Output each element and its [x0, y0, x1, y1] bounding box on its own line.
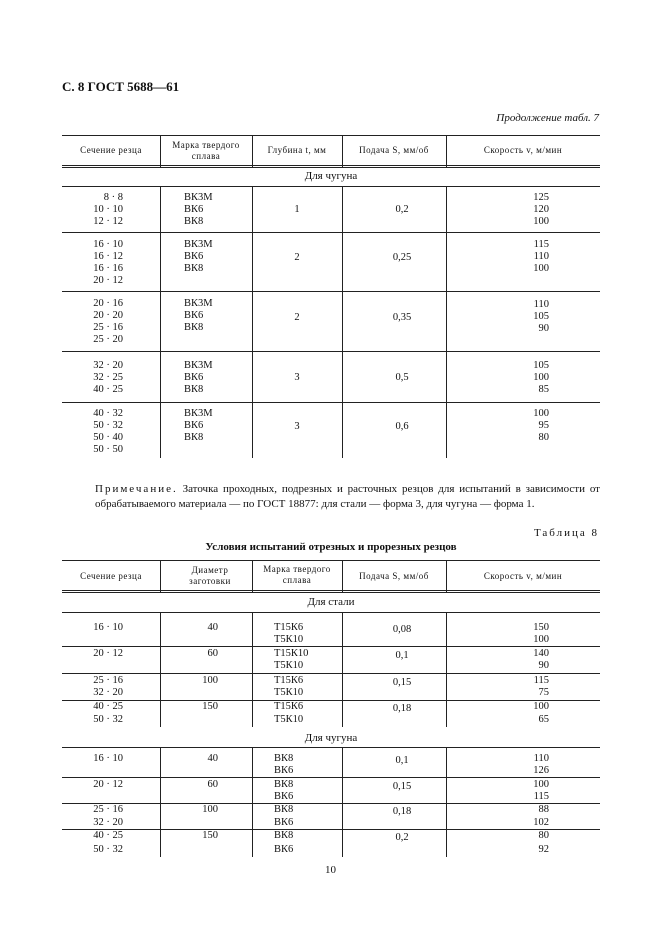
table-8-row-rule — [62, 673, 600, 674]
section-cell: 16 · 10 — [93, 239, 123, 250]
grade-cell: ВК3М — [184, 298, 213, 309]
speed-cell: 110 — [533, 299, 549, 310]
feed-cell: 0,2 — [395, 832, 409, 843]
table-8-header-section: Сечение резца — [80, 571, 142, 581]
feed-cell: 0,35 — [392, 312, 412, 323]
diameter-cell: 40 — [207, 753, 218, 764]
table-8-iron-title: Для чугуна — [304, 732, 358, 744]
speed-cell: 115 — [533, 239, 549, 250]
note-text: Заточка проходных, подрезных и расточных резцов для испытаний в зависимости от обрабатываемого материала — по ГОСТ 18877: для стали — форма 3, для чугуна — форма 1. — [95, 483, 600, 510]
section-cell: 12 · 12 — [93, 216, 123, 227]
section-cell: 20 · 20 — [93, 310, 123, 321]
section-cell: 50 · 40 — [93, 432, 123, 443]
speed-cell: 100 — [533, 216, 549, 227]
section-cell: 20 · 12 — [93, 779, 123, 790]
grade-cell: ВК3М — [184, 192, 213, 203]
feed-cell: 0,6 — [395, 421, 409, 432]
table-7-row-rule — [62, 351, 600, 352]
section-cell: 25 · 20 — [93, 334, 123, 345]
continuation-label: Продолжение табл. 7 — [496, 112, 599, 124]
table-7-row-rule — [62, 232, 600, 233]
section-cell: 32 · 20 — [93, 687, 123, 698]
section-cell: 25 · 16 — [93, 675, 123, 686]
feed-cell: 0,1 — [395, 650, 409, 661]
table-8-row-rule — [62, 646, 600, 647]
table-7-header-rule — [62, 165, 600, 166]
table-8-header-rule — [62, 590, 600, 591]
grade-cell: ВК8 — [184, 216, 204, 227]
table-8-header-speed: Скорость v, м/мин — [483, 571, 563, 581]
note-lead: Примечание. — [95, 483, 178, 495]
section-cell: 50 · 32 — [93, 420, 123, 431]
grade-cell: ВК8 — [274, 753, 294, 764]
table-7-col-divider — [160, 135, 161, 167]
depth-cell: 1 — [294, 204, 300, 215]
section-cell: 16 · 10 — [93, 622, 123, 633]
depth-cell: 2 — [294, 252, 300, 263]
section-cell: 25 · 16 — [93, 804, 123, 815]
speed-cell: 75 — [538, 687, 549, 698]
section-cell: 40 · 25 — [93, 830, 123, 841]
speed-cell: 105 — [533, 311, 549, 322]
section-cell: 16 · 10 — [93, 753, 123, 764]
feed-cell: 0,15 — [392, 781, 412, 792]
section-cell: 50 · 50 — [93, 444, 123, 455]
speed-cell: 100 — [533, 634, 549, 645]
grade-cell: ВК6 — [184, 251, 204, 262]
table-8-title: Условия испытаний отрезных и прорезных резцов — [205, 541, 457, 553]
table-8-steel-title: Для стали — [307, 596, 355, 608]
grade-cell: ВК3М — [184, 408, 213, 419]
table-8-row-rule — [62, 777, 600, 778]
table-7-section-title: Для чугуна — [304, 170, 358, 182]
grade-cell: ВК8 — [184, 263, 204, 274]
table-7-header-rule — [62, 167, 600, 168]
table-7-section-rule — [62, 186, 600, 187]
table-8-col-divider — [252, 560, 253, 592]
speed-cell: 90 — [538, 660, 549, 671]
section-cell: 16 · 16 — [93, 263, 123, 274]
speed-cell: 110 — [533, 251, 549, 262]
grade-cell: ВК6 — [274, 765, 294, 776]
diameter-cell: 150 — [202, 830, 218, 841]
table-7-top-rule — [62, 135, 600, 136]
grade-cell: Т15К10 — [274, 648, 309, 659]
section-cell: 40 · 25 — [93, 384, 123, 395]
section-cell: 50 · 32 — [93, 714, 123, 725]
grade-cell: ВК8 — [184, 322, 204, 333]
speed-cell: 126 — [533, 765, 549, 776]
grade-cell: ВК6 — [274, 791, 294, 802]
grade-cell: ВК8 — [274, 779, 294, 790]
speed-cell: 88 — [538, 804, 549, 815]
grade-cell: ВК6 — [184, 420, 204, 431]
speed-cell: 80 — [538, 432, 549, 443]
page-number: 10 — [325, 864, 336, 876]
diameter-cell: 60 — [207, 648, 218, 659]
feed-cell: 0,5 — [395, 372, 409, 383]
speed-cell: 92 — [538, 844, 549, 855]
table-8-section-rule — [62, 747, 600, 748]
section-cell: 40 · 32 — [93, 408, 123, 419]
speed-cell: 140 — [533, 648, 549, 659]
grade-cell: ВК8 — [184, 384, 204, 395]
table-8-col-divider — [252, 747, 253, 857]
section-cell: 32 · 25 — [93, 372, 123, 383]
speed-cell: 100 — [533, 408, 549, 419]
speed-cell: 65 — [538, 714, 549, 725]
speed-cell: 100 — [533, 263, 549, 274]
table-7-header-depth: Глубина t, мм — [267, 145, 327, 155]
grade-cell: ВК8 — [184, 432, 204, 443]
section-cell: 8 · 8 — [103, 192, 123, 203]
feed-cell: 0,15 — [392, 677, 412, 688]
grade-cell: ВК3М — [184, 360, 213, 371]
speed-cell: 95 — [538, 420, 549, 431]
speed-cell: 85 — [538, 384, 549, 395]
speed-cell: 120 — [533, 204, 549, 215]
speed-cell: 115 — [533, 675, 549, 686]
table-8-label: Таблица 8 — [533, 527, 599, 539]
speed-cell: 100 — [533, 372, 549, 383]
grade-cell: ВК6 — [184, 204, 204, 215]
grade-cell: ВК8 — [274, 830, 294, 841]
depth-cell: 3 — [294, 372, 300, 383]
table-7-row-rule — [62, 402, 600, 403]
diameter-cell: 40 — [207, 622, 218, 633]
feed-cell: 0,18 — [392, 703, 412, 714]
feed-cell: 0,1 — [395, 755, 409, 766]
speed-cell: 150 — [533, 622, 549, 633]
diameter-cell: 60 — [207, 779, 218, 790]
grade-cell: ВК6 — [184, 372, 204, 383]
grade-cell: ВК6 — [274, 817, 294, 828]
grade-cell: ВК6 — [184, 310, 204, 321]
speed-cell: 115 — [533, 791, 549, 802]
speed-cell: 110 — [533, 753, 549, 764]
speed-cell: 100 — [533, 779, 549, 790]
speed-cell: 80 — [538, 830, 549, 841]
depth-cell: 3 — [294, 421, 300, 432]
table-8-col-divider — [160, 560, 161, 592]
table-7-header-grade: Марка твердого сплава — [172, 140, 240, 161]
section-cell: 20 · 12 — [93, 275, 123, 286]
note-paragraph — [95, 482, 600, 512]
section-cell: 20 · 16 — [93, 298, 123, 309]
table-8-header-diameter: Диаметр заготовки — [189, 565, 231, 586]
section-cell: 10 · 10 — [93, 204, 123, 215]
diameter-cell: 100 — [202, 804, 218, 815]
speed-cell: 105 — [533, 360, 549, 371]
table-8-col-divider — [252, 612, 253, 727]
table-8-header-rule — [62, 592, 600, 593]
section-cell: 32 · 20 — [93, 817, 123, 828]
speed-cell: 100 — [533, 701, 549, 712]
table-7-header-feed: Подача S, мм/об — [359, 145, 429, 155]
section-cell: 32 · 20 — [93, 360, 123, 371]
table-8-top-rule — [62, 560, 600, 561]
feed-cell: 0,18 — [392, 806, 412, 817]
table-7-header-speed: Скорость v, м/мин — [483, 145, 563, 155]
section-cell: 16 · 12 — [93, 251, 123, 262]
feed-cell: 0,08 — [392, 624, 412, 635]
grade-cell: Т15К6 — [274, 622, 304, 633]
grade-cell: Т5К10 — [274, 634, 304, 645]
speed-cell: 125 — [533, 192, 549, 203]
grade-cell: Т5К10 — [274, 660, 304, 671]
table-8-header-grade: Марка твердого сплава — [263, 564, 331, 585]
diameter-cell: 150 — [202, 701, 218, 712]
grade-cell: ВК8 — [274, 804, 294, 815]
grade-cell: ВК3М — [184, 239, 213, 250]
grade-cell: Т5К10 — [274, 687, 304, 698]
table-8-header-feed: Подача S, мм/об — [359, 571, 429, 581]
table-7-col-divider — [160, 186, 161, 458]
table-7-row-rule — [62, 291, 600, 292]
section-cell: 20 · 12 — [93, 648, 123, 659]
grade-cell: Т15К6 — [274, 701, 304, 712]
section-cell: 50 · 32 — [93, 844, 123, 855]
depth-cell: 2 — [294, 312, 300, 323]
diameter-cell: 100 — [202, 675, 218, 686]
speed-cell: 102 — [533, 817, 549, 828]
grade-cell: Т15К6 — [274, 675, 304, 686]
page-header: С. 8 ГОСТ 5688—61 — [62, 79, 180, 94]
section-cell: 25 · 16 — [93, 322, 123, 333]
feed-cell: 0,25 — [392, 252, 412, 263]
table-7-header-section: Сечение резца — [80, 145, 142, 155]
feed-cell: 0,2 — [395, 204, 409, 215]
section-cell: 40 · 25 — [93, 701, 123, 712]
grade-cell: ВК6 — [274, 844, 294, 855]
table-8-section-rule — [62, 612, 600, 613]
speed-cell: 90 — [538, 323, 549, 334]
grade-cell: Т5К10 — [274, 714, 304, 725]
